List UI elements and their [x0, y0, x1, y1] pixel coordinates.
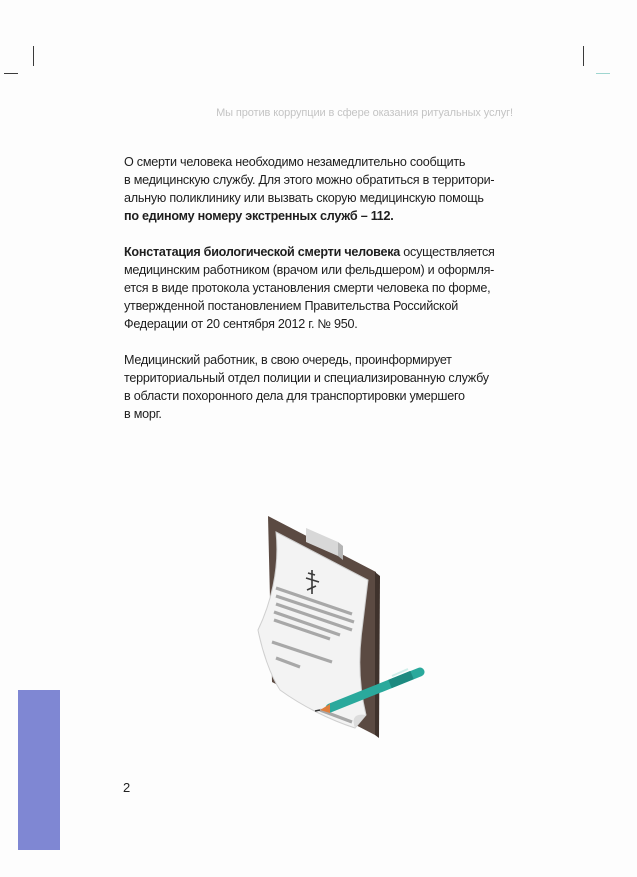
text-line: в медицинскую службу. Для этого можно обратиться в территори-	[124, 173, 495, 187]
bold-term: Констатация биологической смерти человека	[124, 245, 401, 259]
text-line: О смерти человека необходимо незамедлительно сообщить	[124, 155, 466, 169]
crop-mark-top-right	[583, 46, 584, 66]
text-line: утвержденной постановлением Правительства Российской	[124, 299, 458, 313]
text-line: Медицинский работник, в свою очередь, проинформирует	[124, 353, 452, 367]
paragraph-police-notice	[124, 351, 524, 423]
crop-mark-top-right-h	[596, 73, 610, 74]
text-line: территориальный отдел полиции и специализированную службу	[124, 371, 489, 385]
clipboard-icon	[240, 510, 430, 750]
page-header: Мы против коррупции в сфере оказания ритуальных услуг!	[216, 107, 513, 119]
text-line: в морг.	[124, 407, 162, 421]
text-line: ется в виде протокола установления смерти человека по форме,	[124, 281, 491, 295]
crop-mark-top-left-h	[4, 73, 18, 74]
main-text	[124, 153, 524, 441]
text-line: альную поликлинику или вызвать скорую медицинскую помощь	[124, 191, 484, 205]
paragraph-notify	[124, 153, 524, 225]
text-span: осуществляется	[400, 245, 495, 259]
crop-mark-top-left	[33, 46, 34, 66]
paragraph-death-statement	[124, 243, 524, 333]
text-line: Федерации от 20 сентября 2012 г. № 950.	[124, 317, 358, 331]
text-line: в области похоронного дела для транспортировки умершего	[124, 389, 465, 403]
side-color-bar	[18, 690, 60, 850]
text-line: медицинским работником (врачом или фельдшером) и оформля-	[124, 263, 495, 277]
emergency-number-text: по единому номеру экстренных служб – 112.	[124, 209, 394, 223]
page-number: 2	[123, 780, 131, 795]
text-line	[124, 243, 524, 261]
